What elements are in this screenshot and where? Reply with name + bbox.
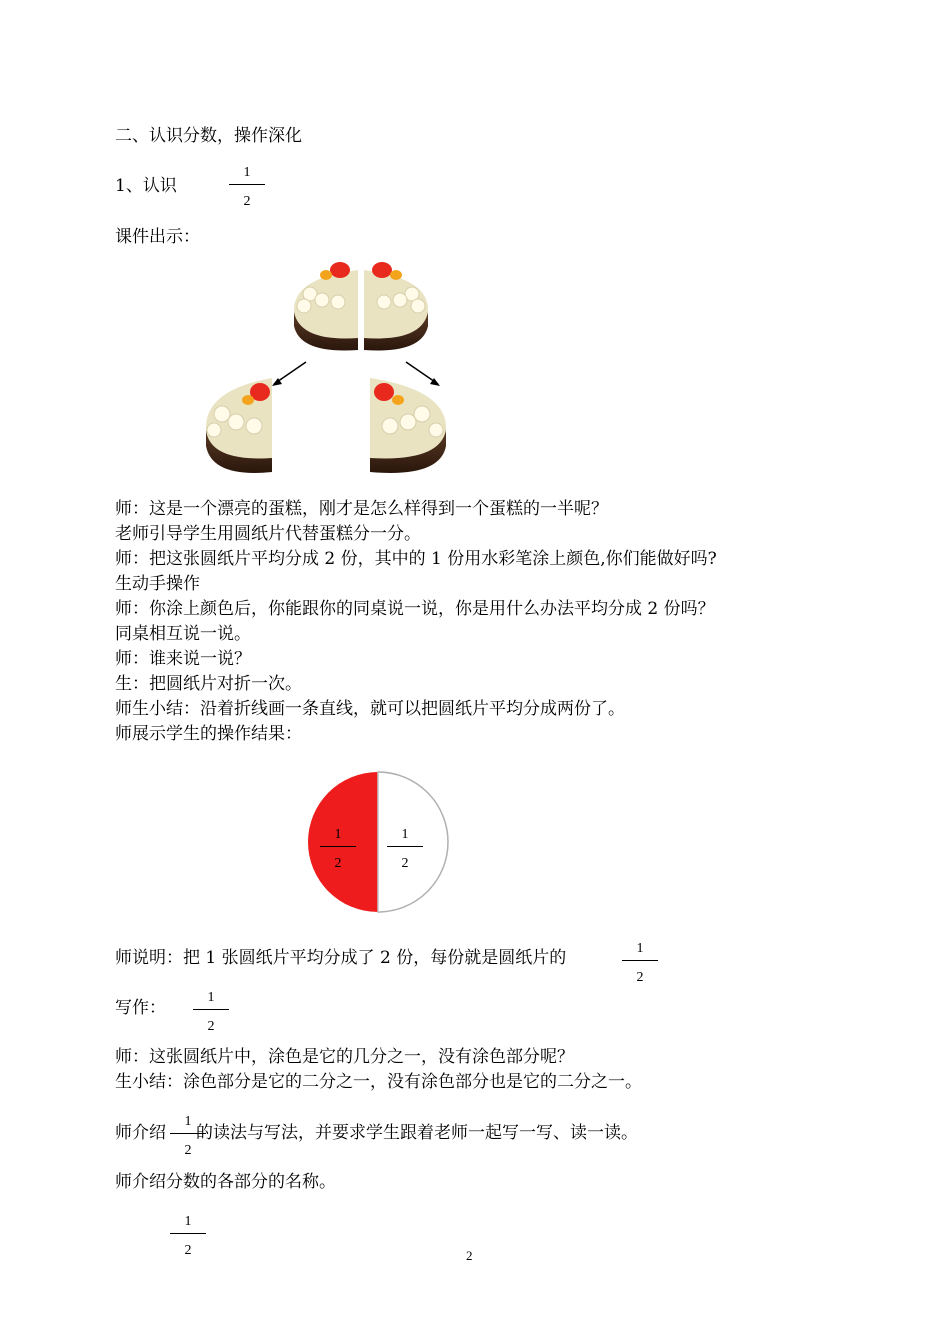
parts-line: 师介绍分数的各部分的名称。 — [115, 1172, 336, 1192]
dialogue-line-2: 老师引导学生用圆纸片代替蛋糕分一分。 — [115, 524, 421, 544]
courseware-label: 课件出示： — [115, 227, 200, 247]
dialogue-line-7: 师：谁来说一说？ — [115, 649, 251, 669]
numerator: 1 — [184, 1214, 192, 1229]
fraction-unshaded-half — [387, 826, 423, 873]
dialogue-line-3: 师：把这张圆纸片平均分成 2 份，其中的 1 份用水彩笔涂上颜色,你们能做好吗? — [115, 549, 717, 569]
write-label: 写作： — [115, 998, 166, 1018]
question-line-2: 生小结：涂色部分是它的二分之一，没有涂色部分也是它的二分之一。 — [115, 1072, 642, 1092]
numerator: 1 — [207, 990, 215, 1005]
intro-before: 师介绍 — [115, 1123, 166, 1143]
subheading: 1、认识 — [115, 176, 177, 196]
dialogue-line-5: 师：你涂上颜色后，你能跟你的同桌说一说，你是用什么办法平均分成 2 份吗？ — [115, 599, 715, 619]
cake-illustration — [200, 250, 460, 490]
fraction-final — [170, 1213, 206, 1260]
fraction-bar — [170, 1233, 206, 1234]
dialogue-line-8: 生：把圆纸片对折一次。 — [115, 674, 302, 694]
page-number: 2 — [466, 1248, 473, 1263]
numerator: 1 — [401, 827, 409, 842]
explain-line: 师说明：把 1 张圆纸片平均分成了 2 份，每份就是圆纸片的 — [115, 948, 567, 968]
dialogue-line-10: 师展示学生的操作结果： — [115, 724, 302, 744]
dialogue-line-4: 生动手操作 — [115, 574, 200, 594]
denominator: 2 — [636, 970, 644, 985]
half-cake-right — [370, 378, 446, 473]
whole-cake-right-half — [364, 262, 428, 351]
dialogue-line-9: 师生小结：沿着折线画一条直线，就可以把圆纸片平均分成两份了。 — [115, 699, 625, 719]
numerator: 1 — [636, 941, 644, 956]
half-cake-left — [206, 378, 272, 473]
denominator: 2 — [334, 856, 342, 871]
fraction-bar — [320, 846, 356, 847]
denominator: 2 — [184, 1143, 192, 1158]
numerator: 1 — [184, 1114, 192, 1129]
numerator: 1 — [243, 165, 251, 180]
denominator: 2 — [184, 1243, 192, 1258]
fraction-explain — [622, 940, 658, 987]
numerator: 1 — [334, 827, 342, 842]
fraction-bar — [193, 1009, 229, 1010]
section-heading: 二、认识分数，操作深化 — [115, 126, 302, 146]
denominator: 2 — [243, 194, 251, 209]
fraction-bar — [387, 846, 423, 847]
whole-cake-left-half — [294, 262, 358, 351]
fraction-shaded-half — [320, 826, 356, 873]
fraction-bar — [229, 184, 265, 185]
denominator: 2 — [207, 1019, 215, 1034]
question-line-1: 师：这张圆纸片中，涂色是它的几分之一，没有涂色部分呢？ — [115, 1047, 574, 1067]
dialogue-line-1: 师：这是一个漂亮的蛋糕，刚才是怎么样得到一个蛋糕的一半呢？ — [115, 499, 608, 519]
fraction-bar — [622, 960, 658, 961]
dialogue-line-6: 同桌相互说一说。 — [115, 624, 251, 644]
intro-after: 的读法与写法，并要求学生跟着老师一起写一写、读一读。 — [196, 1123, 638, 1143]
denominator: 2 — [401, 856, 409, 871]
fraction-write — [193, 989, 229, 1036]
fraction-one-half — [229, 164, 265, 211]
